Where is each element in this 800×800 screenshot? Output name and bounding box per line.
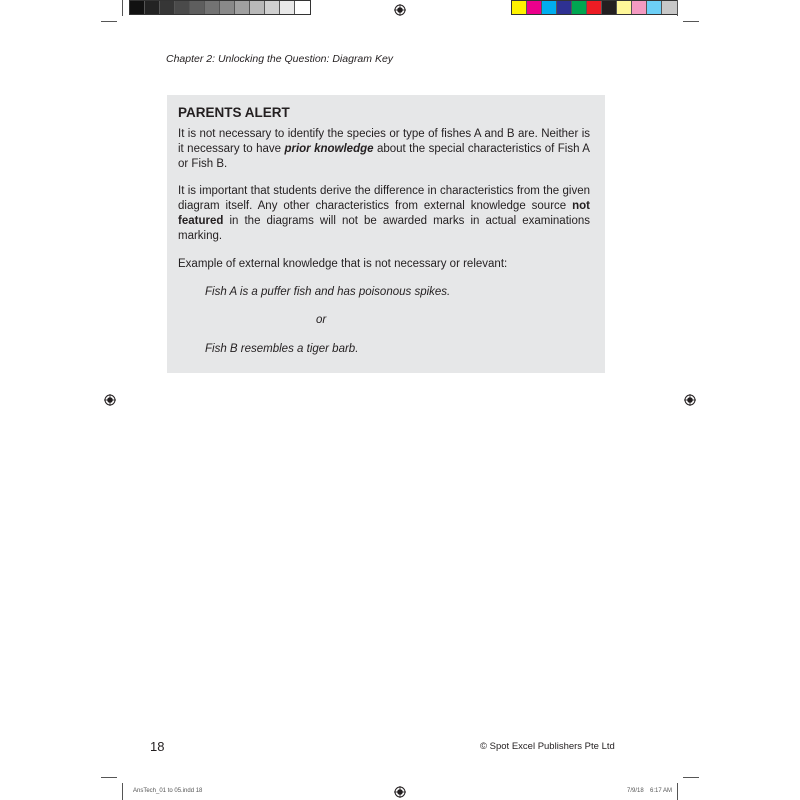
registration-mark-icon [684,394,696,406]
crop-mark [677,783,678,800]
color-swatch [235,1,250,14]
alert-paragraph-1 [178,127,590,172]
color-swatch-bar [511,0,678,15]
color-swatch [632,1,647,14]
registration-mark-icon [394,786,406,798]
crop-mark [683,777,699,778]
example-fish-b: Fish B resembles a tiger barb. [205,343,359,355]
color-swatch [512,1,527,14]
running-head: Chapter 2: Unlocking the Question: Diagram Key [166,53,394,65]
color-swatch [542,1,557,14]
alert-paragraph-1-text: It is not necessary to identify the species or type of fishes A and B are. Neither is it necessary to have [178,128,590,155]
crop-mark [101,21,117,22]
alert-paragraph-3: Example of external knowledge that is not necessary or relevant: [178,258,508,270]
crop-mark [683,21,699,22]
crop-mark [677,0,678,16]
slug-date: 7/9/18 [627,788,644,794]
alert-paragraph-2-text-end: in the diagrams will not be awarded marks in actual examinations marking. [178,215,590,242]
page-number: 18 [150,739,165,754]
color-swatch [557,1,572,14]
color-swatch [205,1,220,14]
copyright-notice: © Spot Excel Publishers Pte Ltd [480,741,615,752]
color-swatch [527,1,542,14]
color-swatch [160,1,175,14]
example-or: or [316,314,327,326]
color-swatch [280,1,295,14]
color-swatch [572,1,587,14]
prior-knowledge-emphasis: prior knowledge [284,143,374,155]
registration-mark-icon [104,394,116,406]
slug-time: 6:17 AM [650,788,673,794]
slug-filename: AnsTech_01 to 05.indd 18 [133,788,203,794]
color-swatch [647,1,662,14]
not-featured-emphasis: not featured [178,200,590,227]
registration-mark-icon [394,4,406,16]
color-swatch [587,1,602,14]
color-swatch [190,1,205,14]
color-swatch [175,1,190,14]
crop-mark [122,0,123,16]
color-swatch [220,1,235,14]
color-swatch [662,1,677,14]
alert-title: PARENTS ALERT [178,105,290,120]
example-fish-a: Fish A is a puffer fish and has poisonous spikes. [205,286,451,298]
crop-mark [101,777,117,778]
color-swatch [130,1,145,14]
color-swatch [617,1,632,14]
color-swatch [250,1,265,14]
color-swatch [145,1,160,14]
alert-paragraph-1-text-end: about the special characteristics of Fish A or Fish B. [178,143,590,170]
alert-paragraph-2 [178,184,590,244]
grayscale-swatch-bar [129,0,311,15]
color-swatch [295,1,310,14]
crop-mark [122,783,123,800]
color-swatch [602,1,617,14]
alert-paragraph-2-text: It is important that students derive the difference in characteristics from the given diagram itself. Any other characteristics from external knowledge source [178,185,590,212]
color-swatch [265,1,280,14]
